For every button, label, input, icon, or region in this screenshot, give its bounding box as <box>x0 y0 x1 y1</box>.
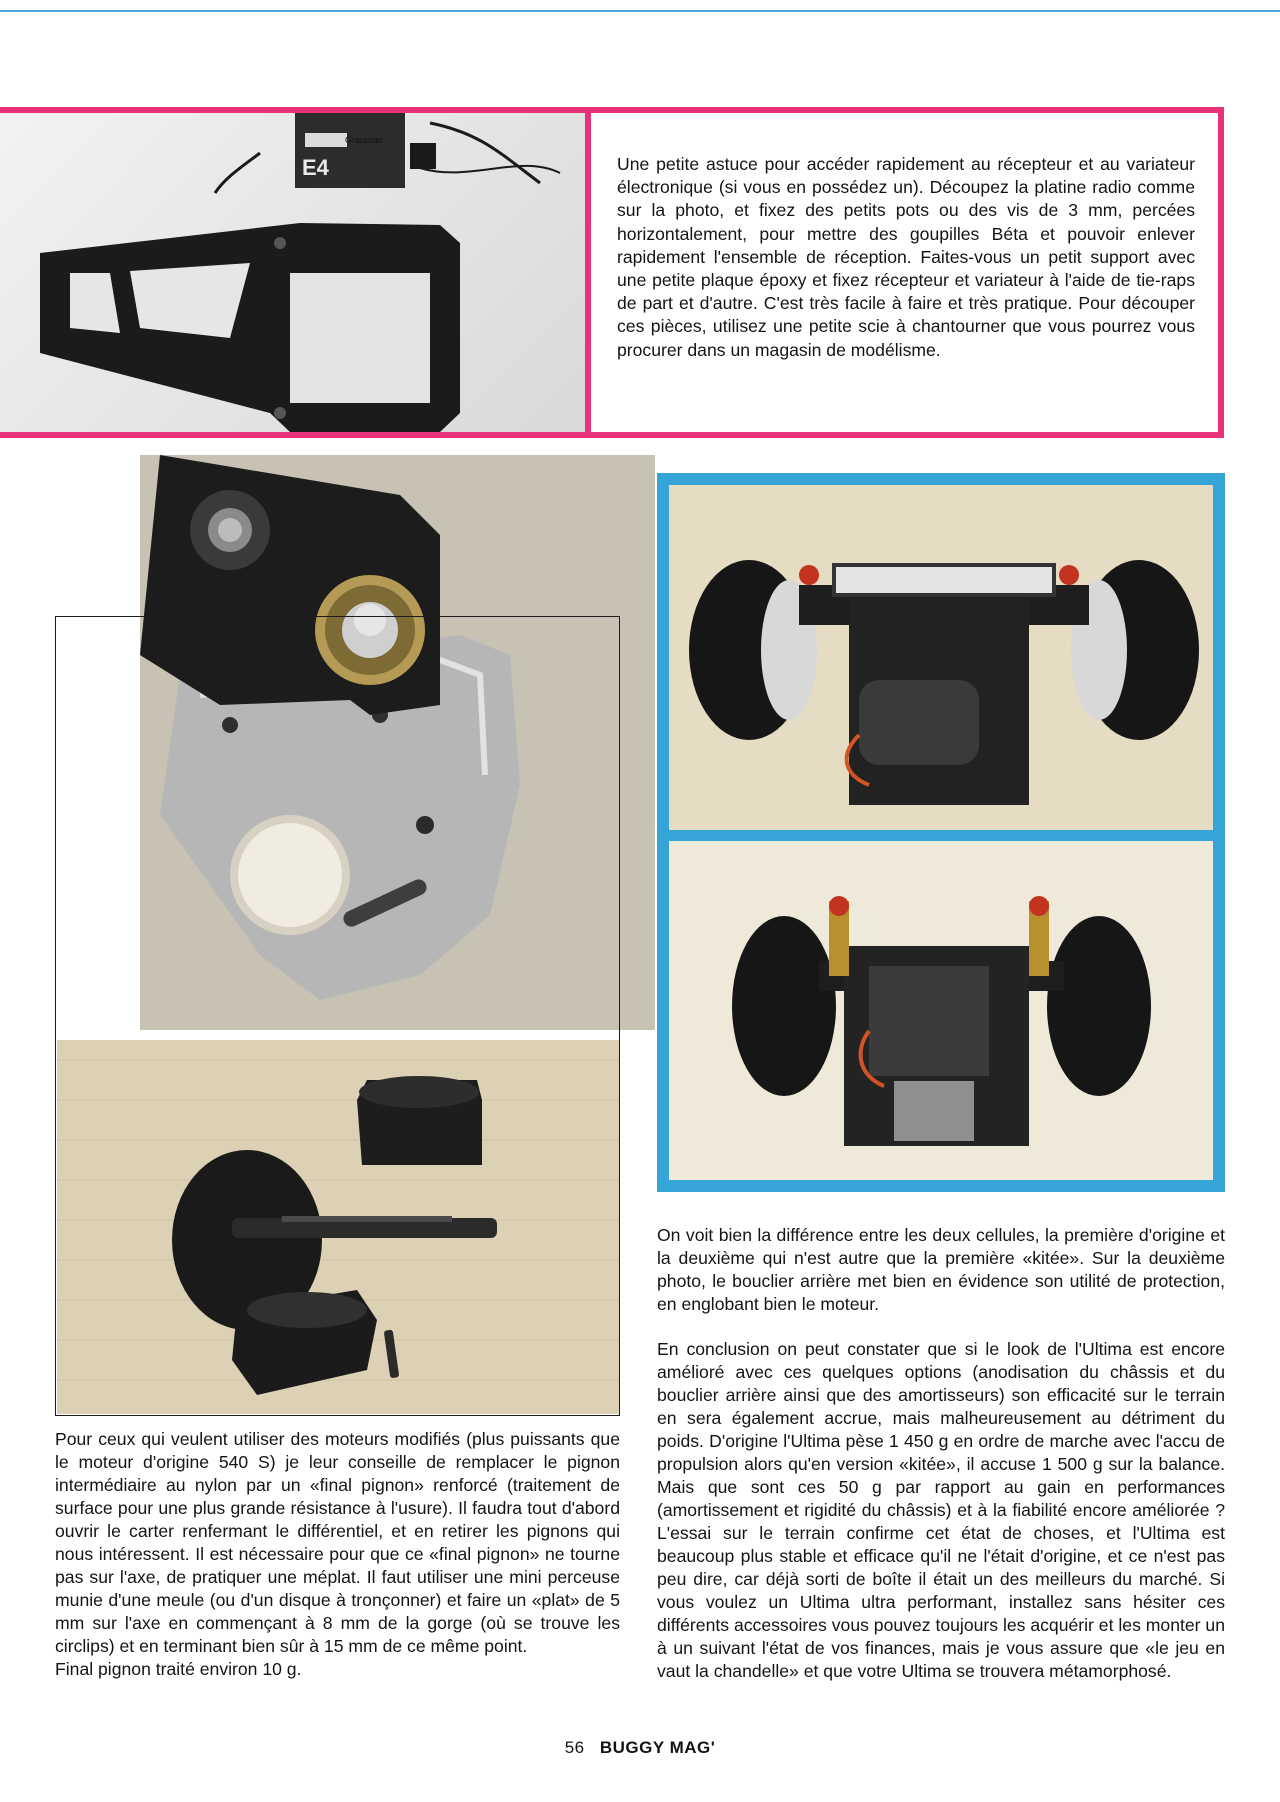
magazine-name: BUGGY MAG' <box>599 1738 716 1757</box>
tip-text: Une petite astuce pour accéder rapidement au récepteur et au variateur électronique (si vous en possédez un). Découpez la platine radio comme sur la photo, et fixez des petits pots ou des vis de 3 mm, percées horizontalement, pour mettre des goupilles Béta et pouvoir enlever rapidement l'ensemble de réception. Faites-vous un petit support avec une petite plaque époxy et fixez récepteur et variateur à l'aide de tie-raps de part et d'autre. C'est très facile à faire et très pratique. Pour découper ces pièces, utilisez une petite scie à chantourner que vous pourrez vous procurer dans un magasin de modélisme. <box>617 154 1195 360</box>
left-column-text <box>55 1428 620 1681</box>
photo-radio-plate <box>0 113 585 432</box>
page-number: 56 <box>564 1738 585 1757</box>
page-footer <box>0 1738 1280 1758</box>
comparison-paragraph <box>657 1224 1225 1316</box>
conclusion-paragraph <box>657 1338 1225 1683</box>
top-rule <box>0 10 1280 12</box>
photo-buggy-kitted <box>669 841 1213 1180</box>
conclusion-text: En conclusion on peut constater que si le look de l'Ultima est encore amélioré avec ces quelques options (anodisation du châssis et du bouclier arrière ainsi que des amortisseurs) son efficacité sur le terrain en sera également accrue, mais malheureusement au détriment du poids. D'origine l'Ultima pèse 1 450 g en ordre de marche avec l'accu de propulsion alors qu'en version «kitée», il accuse 1 500 g sur la balance. Mais que sont ces 50 g par rapport au gain en performances (amortissement et rigidité du châssis) et à la fiabilité encore améliorée ? L'essai sur le terrain confirme cet état de choses, et l'Ultima est beaucoup plus stable et efficace qu'il ne l'était d'origine, et ce n'est pas peu dire, car déjà sorti de boîte il était un des meilleurs du marché. Si vous voulez un Ultima ultra performant, installez sans hésiter ces différents accessoires vous pouvez toujours les acquérir et les monter un à un suivant l'état de vos finances, mais je vous assure que «le jeu en vaut la chandelle» et que votre Ultima se trouvera métamorphosé. <box>657 1339 1225 1681</box>
tip-box-divider <box>585 113 591 432</box>
final-pinion-paragraph: Pour ceux qui veulent utiliser des moteurs modifiés (plus puissants que le moteur d'origine 540 S) je leur conseille de remplacer le pignon intermédiaire au nylon par un «final pignon» renforcé (traitement de surface pour une plus grande résistance à l'usure). Il faudra tout d'abord ouvrir le carter renfermant le différentiel, et en retirer les pignons qui nous intéressent. Il est nécessaire pour que ce «final pignon» ne tourne pas sur l'axe, de pratiquer une méplat. Il faut utiliser une mini perceuse munie d'une meule (ou d'un disque à tronçonner) et faire un «plat» de 5 mm sur l'axe en commençant à 8 mm de la gorge (où se trouve les circlips) et en terminant bien sûr à 15 mm de ce même point. <box>55 1429 620 1656</box>
final-pinion-weight: Final pignon traité environ 10 g. <box>55 1659 302 1679</box>
photo-final-pinion-parts <box>57 1040 619 1414</box>
buggy-comparison-frame <box>657 473 1225 1192</box>
photo-buggy-stock <box>669 485 1213 830</box>
tip-box <box>0 107 1224 438</box>
comparison-text: On voit bien la différence entre les deux cellules, la première d'origine et la deuxième qui n'est autre que la première «kitée». Sur la deuxième photo, le bouclier arrière met bien en évidence son utilité de protection, en englobant bien le moteur. <box>657 1225 1225 1314</box>
receiver-brand: Graupner <box>345 135 384 145</box>
receiver-label: E4 <box>302 155 329 180</box>
